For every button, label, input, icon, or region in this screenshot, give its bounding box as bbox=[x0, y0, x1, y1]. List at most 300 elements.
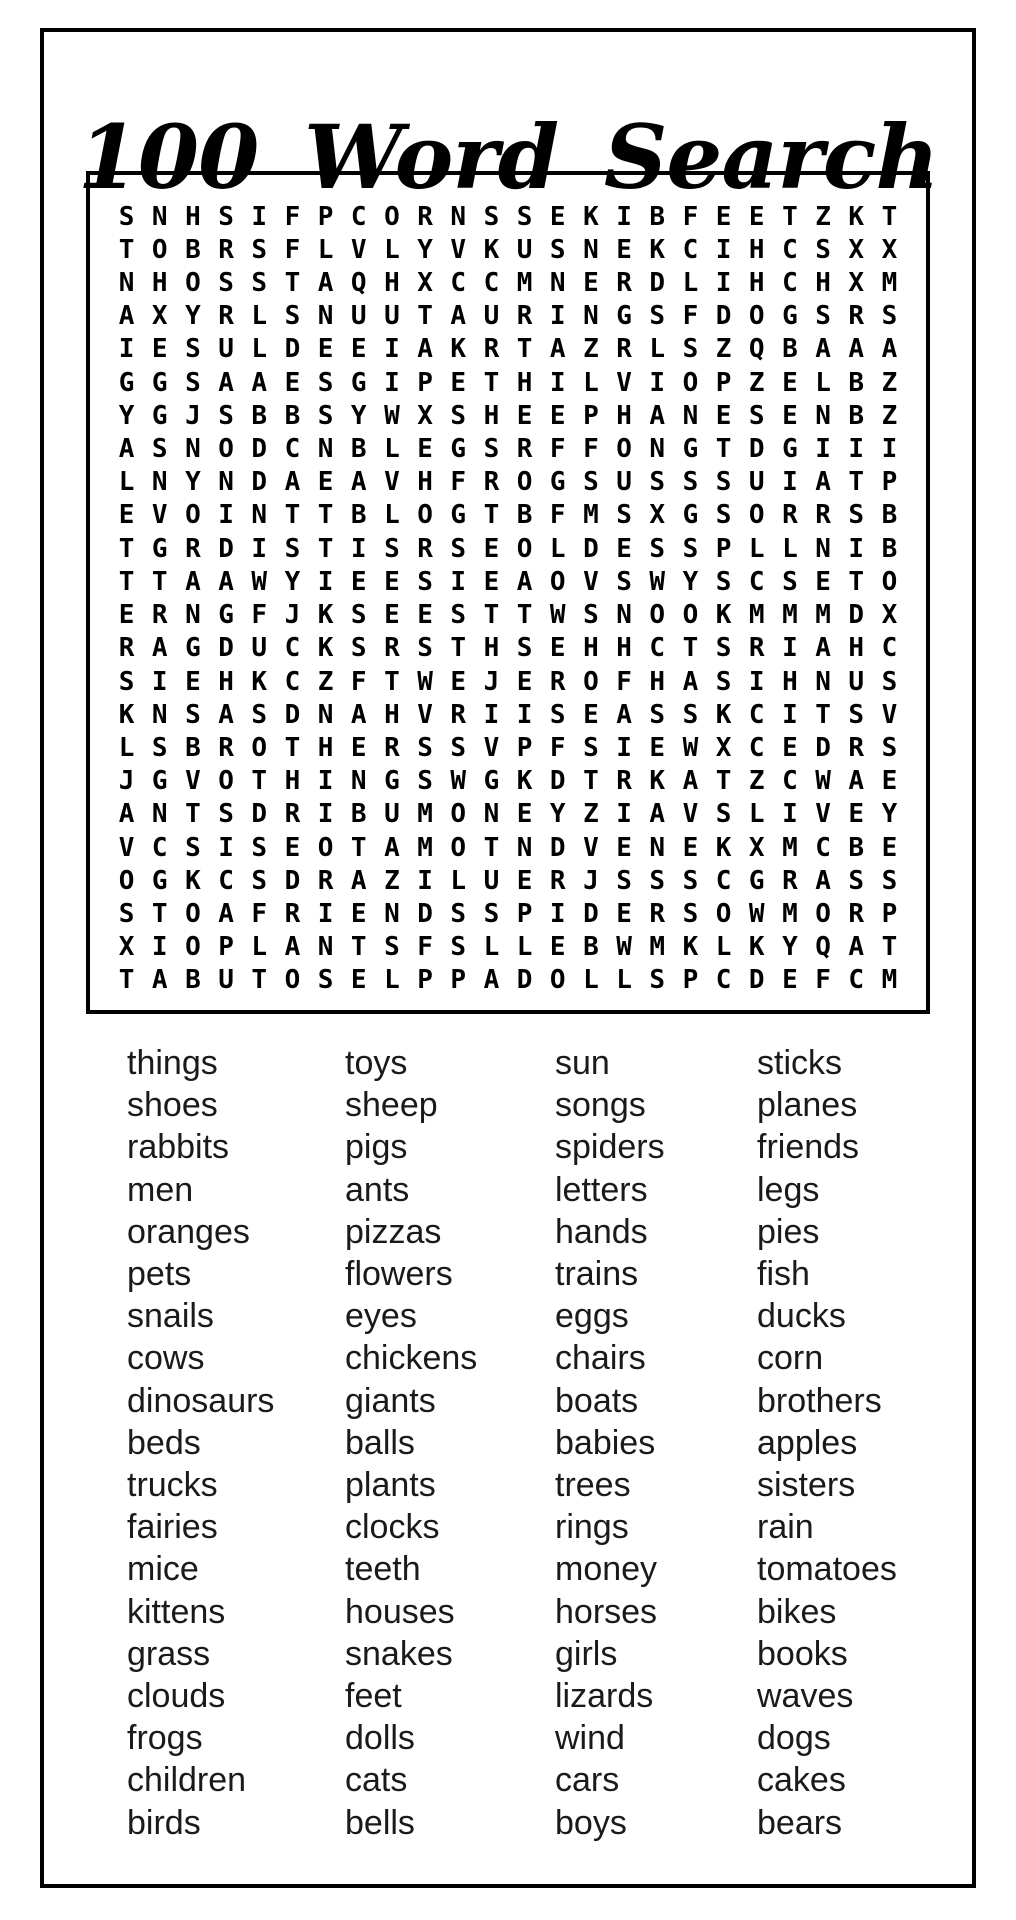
grid-cell: I bbox=[251, 201, 268, 232]
grid-cell: C bbox=[218, 865, 234, 896]
grid-cell: I bbox=[549, 367, 566, 398]
grid-cell: A bbox=[384, 832, 400, 863]
grid-cell: T bbox=[848, 467, 865, 498]
grid-cell: S bbox=[881, 865, 898, 896]
word-item: shoes bbox=[127, 1086, 218, 1125]
grid-cell: O bbox=[185, 932, 201, 963]
grid-cell: B bbox=[782, 334, 798, 365]
grid-cell: H bbox=[583, 633, 599, 664]
grid-cell: S bbox=[616, 500, 632, 531]
grid-cell: L bbox=[483, 932, 500, 963]
grid-cell: N bbox=[151, 699, 168, 730]
grid-cell: G bbox=[185, 633, 201, 664]
grid-cell: H bbox=[616, 633, 632, 664]
grid-cell: H bbox=[815, 268, 831, 298]
grid-cell: E bbox=[881, 766, 898, 797]
word-item: trucks bbox=[127, 1466, 218, 1505]
grid-cell: C bbox=[151, 832, 168, 863]
grid-cell: R bbox=[782, 865, 798, 896]
grid-cell: S bbox=[417, 566, 433, 597]
grid-cell: G bbox=[782, 301, 798, 332]
grid-cell: C bbox=[350, 201, 367, 232]
grid-cell: I bbox=[549, 301, 566, 332]
grid-cell: I bbox=[815, 434, 831, 465]
grid-cell: D bbox=[284, 699, 301, 730]
grid-cell: N bbox=[317, 699, 334, 730]
grid-cell: O bbox=[516, 467, 533, 498]
grid-cell: A bbox=[649, 799, 666, 830]
grid-cell: C bbox=[450, 268, 467, 298]
grid-cell: O bbox=[251, 732, 268, 763]
word-item: things bbox=[127, 1044, 218, 1082]
grid-cell: O bbox=[151, 234, 168, 265]
grid-cell: S bbox=[748, 400, 765, 431]
word-item: clocks bbox=[345, 1508, 440, 1547]
grid-cell: S bbox=[848, 699, 865, 730]
grid-cell: I bbox=[616, 732, 632, 763]
grid-cell: T bbox=[516, 334, 533, 365]
grid-cell: M bbox=[649, 932, 666, 963]
grid-cell: E bbox=[185, 666, 201, 697]
grid-cell: E bbox=[118, 600, 135, 631]
word-item: ducks bbox=[757, 1297, 846, 1336]
grid-cell: L bbox=[118, 732, 135, 763]
grid-cell: X bbox=[649, 500, 666, 531]
grid-cell: S bbox=[682, 699, 699, 730]
grid-cell: S bbox=[682, 334, 699, 365]
grid-cell: H bbox=[782, 666, 798, 697]
grid-cell: S bbox=[616, 865, 632, 896]
grid-cell: V bbox=[815, 799, 831, 830]
grid-cell: B bbox=[848, 832, 865, 863]
grid-cell: L bbox=[649, 334, 666, 365]
grid-cell: F bbox=[251, 898, 268, 929]
grid-cell: V bbox=[118, 832, 135, 863]
grid-cell: I bbox=[748, 666, 765, 697]
word-item: spiders bbox=[555, 1128, 665, 1167]
grid-cell: P bbox=[317, 201, 334, 232]
grid-cell: T bbox=[848, 566, 865, 597]
grid-cell: A bbox=[682, 666, 699, 697]
word-item: oranges bbox=[127, 1212, 250, 1251]
grid-cell: G bbox=[151, 533, 168, 564]
grid-cell: K bbox=[450, 334, 467, 365]
word-item: chickens bbox=[345, 1339, 478, 1378]
grid-cell: E bbox=[516, 400, 533, 431]
grid-cell: S bbox=[185, 367, 201, 398]
word-item: pizzas bbox=[345, 1212, 442, 1251]
grid-cell: X bbox=[848, 234, 865, 265]
grid-cell: E bbox=[450, 666, 467, 697]
word-item: lizards bbox=[555, 1677, 654, 1716]
grid-cell: U bbox=[748, 467, 765, 498]
grid-cell: S bbox=[483, 434, 500, 465]
grid-cell: I bbox=[251, 533, 268, 564]
grid-cell: W bbox=[417, 666, 433, 697]
grid-cell: W bbox=[649, 566, 666, 597]
grid-cell: I bbox=[848, 434, 865, 465]
grid-cell: T bbox=[185, 799, 201, 830]
grid-cell: E bbox=[516, 799, 533, 830]
word-item: money bbox=[555, 1550, 658, 1589]
word-item: babies bbox=[555, 1423, 656, 1462]
grid-cell: A bbox=[218, 566, 234, 597]
grid-cell: W bbox=[251, 566, 268, 597]
grid-cell: H bbox=[317, 732, 334, 763]
grid-cell: U bbox=[384, 301, 400, 332]
grid-cell: D bbox=[417, 898, 433, 929]
grid-cell: N bbox=[815, 400, 831, 431]
grid-cell: S bbox=[450, 400, 467, 431]
grid-cell: L bbox=[384, 434, 400, 465]
grid-cell: E bbox=[881, 832, 898, 863]
grid-cell: S bbox=[516, 201, 533, 232]
grid-cell: D bbox=[748, 434, 765, 465]
grid-cell: A bbox=[218, 367, 234, 398]
grid-cell: Z bbox=[881, 367, 898, 398]
puzzle-title: 100 Word Search bbox=[77, 104, 939, 209]
word-item: sheep bbox=[345, 1086, 438, 1125]
grid-cell: C bbox=[848, 965, 865, 996]
grid-cell: O bbox=[284, 965, 301, 996]
grid-cell: G bbox=[350, 367, 367, 398]
grid-cell: L bbox=[118, 467, 135, 498]
grid-cell: F bbox=[251, 600, 268, 631]
grid-cell: L bbox=[516, 932, 533, 963]
grid-cell: D bbox=[251, 467, 268, 498]
word-item: boats bbox=[555, 1381, 639, 1420]
grid-cell: H bbox=[185, 201, 201, 232]
grid-cell: V bbox=[583, 566, 599, 597]
grid-cell: Y bbox=[118, 400, 135, 431]
grid-cell: V bbox=[881, 699, 898, 730]
word-item: friends bbox=[757, 1128, 860, 1167]
grid-cell: A bbox=[848, 932, 865, 963]
grid-cell: T bbox=[483, 600, 500, 631]
grid-cell: S bbox=[450, 932, 467, 963]
grid-cell: Z bbox=[748, 367, 765, 398]
word-item: balls bbox=[345, 1423, 415, 1462]
grid-cell: B bbox=[284, 400, 301, 431]
grid-cell: M bbox=[748, 600, 765, 631]
grid-cell: L bbox=[251, 334, 268, 365]
grid-cell: E bbox=[649, 732, 666, 763]
grid-cell: E bbox=[583, 699, 599, 730]
grid-cell: N bbox=[317, 434, 334, 465]
grid-cell: K bbox=[483, 234, 500, 265]
grid-cell: N bbox=[151, 467, 168, 498]
grid-cell: R bbox=[616, 334, 632, 365]
grid-cell: A bbox=[218, 898, 234, 929]
word-item: legs bbox=[757, 1170, 820, 1209]
grid-cell: E bbox=[782, 732, 798, 763]
grid-cell: R bbox=[218, 301, 234, 332]
grid-cell: D bbox=[583, 533, 599, 564]
word-item: flowers bbox=[345, 1255, 453, 1294]
grid-cell: S bbox=[218, 400, 234, 431]
word-item: fish bbox=[757, 1255, 810, 1294]
grid-cell: K bbox=[516, 766, 533, 797]
grid-cell: S bbox=[583, 467, 599, 498]
grid-cell: E bbox=[616, 898, 632, 929]
grid-cell: Z bbox=[881, 400, 898, 431]
grid-cell: R bbox=[483, 467, 500, 498]
grid-cell: C bbox=[284, 434, 301, 465]
grid-cell: B bbox=[881, 533, 898, 564]
grid-cell: R bbox=[118, 633, 135, 664]
grid-cell: V bbox=[151, 500, 168, 531]
grid-cell: S bbox=[218, 799, 234, 830]
grid-cell: A bbox=[417, 334, 433, 365]
grid-cell: B bbox=[185, 732, 201, 763]
word-item: fairies bbox=[127, 1508, 218, 1547]
grid-cell: C bbox=[483, 268, 500, 298]
grid-cell: R bbox=[284, 898, 301, 929]
grid-cell: K bbox=[317, 600, 334, 631]
word-item: bikes bbox=[757, 1592, 837, 1631]
grid-cell: R bbox=[815, 500, 831, 531]
grid-cell: E bbox=[815, 566, 831, 597]
grid-cell: E bbox=[350, 566, 367, 597]
grid-cell: S bbox=[218, 201, 234, 232]
grid-cell: O bbox=[450, 799, 467, 830]
grid-cell: S bbox=[118, 898, 135, 929]
grid-cell: S bbox=[118, 666, 135, 697]
grid-cell: C bbox=[715, 965, 732, 996]
grid-cell: W bbox=[815, 766, 831, 797]
grid-cell: E bbox=[483, 566, 500, 597]
grid-cell: T bbox=[151, 566, 168, 597]
grid-cell: Z bbox=[715, 334, 732, 365]
grid-cell: D bbox=[815, 732, 831, 763]
grid-cell: K bbox=[649, 766, 666, 797]
grid-cell: E bbox=[483, 533, 500, 564]
grid-cell: D bbox=[748, 965, 765, 996]
grid-cell: Z bbox=[583, 334, 599, 365]
grid-cell: I bbox=[616, 799, 632, 830]
grid-cell: R bbox=[417, 201, 433, 232]
grid-cell: H bbox=[417, 467, 433, 498]
grid-cell: H bbox=[483, 400, 500, 431]
grid-cell: M bbox=[782, 832, 798, 863]
grid-cell: O bbox=[549, 566, 566, 597]
grid-cell: S bbox=[583, 600, 599, 631]
word-item: planes bbox=[757, 1086, 858, 1125]
grid-cell: O bbox=[417, 500, 433, 531]
grid-cell: D bbox=[251, 434, 268, 465]
grid-cell: O bbox=[317, 832, 334, 863]
grid-cell: A bbox=[118, 301, 135, 332]
grid-cell: S bbox=[682, 533, 699, 564]
grid-cell: M bbox=[782, 898, 798, 929]
grid-cell: E bbox=[384, 566, 400, 597]
grid-cell: O bbox=[549, 965, 566, 996]
grid-cell: O bbox=[583, 666, 599, 697]
grid-cell: K bbox=[682, 932, 699, 963]
grid-cell: R bbox=[317, 865, 334, 896]
grid-cell: A bbox=[350, 699, 367, 730]
grid-cell: C bbox=[748, 732, 765, 763]
grid-cell: E bbox=[350, 732, 367, 763]
word-item: rings bbox=[555, 1508, 629, 1547]
grid-cell: O bbox=[715, 898, 732, 929]
grid-cell: D bbox=[516, 965, 533, 996]
grid-cell: L bbox=[815, 367, 831, 398]
grid-cell: P bbox=[715, 367, 732, 398]
grid-cell: H bbox=[516, 367, 533, 398]
grid-cell: V bbox=[350, 234, 367, 265]
word-item: trains bbox=[555, 1255, 639, 1294]
grid-cell: A bbox=[815, 865, 831, 896]
grid-cell: E bbox=[682, 832, 699, 863]
word-item: sisters bbox=[757, 1466, 856, 1505]
grid-cell: I bbox=[350, 533, 367, 564]
word-item: teeth bbox=[345, 1550, 421, 1589]
grid-cell: G bbox=[782, 434, 798, 465]
grid-cell: N bbox=[450, 201, 467, 232]
grid-cell: I bbox=[118, 334, 135, 365]
grid-cell: S bbox=[350, 600, 367, 631]
grid-cell: X bbox=[118, 932, 135, 963]
grid-cell: S bbox=[682, 898, 699, 929]
grid-cell: S bbox=[549, 699, 566, 730]
grid-cell: B bbox=[881, 500, 898, 531]
word-item: children bbox=[127, 1761, 247, 1800]
grid-cell: T bbox=[284, 732, 301, 763]
grid-cell: E bbox=[350, 334, 367, 365]
grid-cell: Q bbox=[815, 932, 831, 963]
grid-cell: I bbox=[782, 699, 798, 730]
grid-cell: S bbox=[715, 666, 732, 697]
grid-cell: H bbox=[384, 268, 400, 298]
grid-cell: Z bbox=[317, 666, 334, 697]
word-item: bells bbox=[345, 1803, 415, 1842]
grid-cell: T bbox=[384, 666, 400, 697]
grid-cell: E bbox=[384, 600, 400, 631]
grid-cell: R bbox=[748, 633, 765, 664]
grid-cell: C bbox=[284, 633, 301, 664]
grid-cell: T bbox=[317, 500, 334, 531]
grid-cell: O bbox=[748, 500, 765, 531]
grid-cell: L bbox=[682, 268, 699, 298]
grid-cell: L bbox=[384, 965, 400, 996]
grid-cell: J bbox=[583, 865, 599, 896]
grid-cell: B bbox=[350, 799, 367, 830]
grid-cell: P bbox=[715, 533, 732, 564]
grid-cell: S bbox=[251, 268, 268, 298]
word-item: dolls bbox=[345, 1719, 415, 1758]
grid-cell: R bbox=[848, 301, 865, 332]
grid-cell: I bbox=[384, 367, 400, 398]
grid-cell: T bbox=[284, 500, 301, 531]
grid-cell: N bbox=[649, 832, 666, 863]
grid-cell: N bbox=[218, 467, 234, 498]
grid-cell: S bbox=[151, 434, 168, 465]
grid-cell: R bbox=[616, 766, 632, 797]
word-item: snails bbox=[127, 1297, 214, 1336]
grid-cell: A bbox=[118, 434, 135, 465]
grid-cell: U bbox=[483, 865, 500, 896]
grid-cell: P bbox=[881, 467, 898, 498]
grid-cell: S bbox=[251, 865, 268, 896]
grid-cell: G bbox=[151, 400, 168, 431]
grid-cell: L bbox=[748, 533, 765, 564]
grid-cell: E bbox=[583, 268, 599, 298]
grid-cell: A bbox=[284, 932, 301, 963]
grid-cell: F bbox=[549, 732, 566, 763]
grid-cell: S bbox=[151, 732, 168, 763]
grid-cell: S bbox=[848, 865, 865, 896]
grid-cell: A bbox=[350, 865, 367, 896]
grid-cell: R bbox=[218, 234, 234, 265]
grid-cell: S bbox=[450, 898, 467, 929]
word-item: pets bbox=[127, 1255, 192, 1294]
grid-cell: R bbox=[516, 434, 533, 465]
grid-cell: O bbox=[682, 600, 699, 631]
grid-cell: M bbox=[881, 268, 898, 298]
grid-cell: C bbox=[748, 566, 765, 597]
grid-cell: K bbox=[649, 234, 666, 265]
grid-cell: X bbox=[417, 268, 433, 298]
grid-cell: S bbox=[815, 301, 831, 332]
word-item: eggs bbox=[555, 1297, 629, 1336]
grid-cell: S bbox=[384, 932, 400, 963]
grid-cell: F bbox=[815, 965, 831, 996]
grid-cell: X bbox=[417, 400, 433, 431]
grid-cell: N bbox=[251, 500, 268, 531]
grid-cell: R bbox=[417, 533, 433, 564]
grid-cell: V bbox=[417, 699, 433, 730]
grid-cell: Y bbox=[284, 566, 301, 597]
grid-cell: S bbox=[185, 832, 201, 863]
grid-cell: T bbox=[583, 766, 599, 797]
grid-cell: T bbox=[317, 533, 334, 564]
grid-cell: S bbox=[682, 865, 699, 896]
grid-cell: L bbox=[384, 500, 400, 531]
grid-cell: M bbox=[782, 600, 798, 631]
grid-cell: P bbox=[218, 932, 234, 963]
grid-cell: O bbox=[450, 832, 467, 863]
grid-cell: P bbox=[516, 898, 533, 929]
grid-cell: Q bbox=[748, 334, 765, 365]
grid-cell: N bbox=[516, 832, 533, 863]
grid-cell: G bbox=[682, 434, 699, 465]
grid-cell: T bbox=[516, 600, 533, 631]
word-item: letters bbox=[555, 1170, 648, 1209]
grid-cell: T bbox=[483, 832, 500, 863]
grid-cell: L bbox=[384, 234, 400, 265]
grid-cell: E bbox=[782, 400, 798, 431]
grid-cell: S bbox=[450, 732, 467, 763]
grid-cell: V bbox=[682, 799, 699, 830]
grid-cell: X bbox=[848, 268, 865, 298]
grid-cell: A bbox=[682, 766, 699, 797]
grid-cell: N bbox=[549, 268, 566, 298]
grid-cell: U bbox=[483, 301, 500, 332]
grid-cell: Y bbox=[782, 932, 798, 963]
grid-cell: S bbox=[185, 699, 201, 730]
grid-cell: N bbox=[384, 898, 400, 929]
word-item: rain bbox=[757, 1508, 814, 1547]
word-item: snakes bbox=[345, 1634, 453, 1673]
grid-cell: S bbox=[384, 533, 400, 564]
grid-cell: D bbox=[848, 600, 865, 631]
word-item: horses bbox=[555, 1592, 658, 1631]
grid-cell: N bbox=[815, 666, 831, 697]
grid-cell: C bbox=[715, 865, 732, 896]
grid-cell: F bbox=[350, 666, 367, 697]
grid-cell: B bbox=[185, 965, 201, 996]
